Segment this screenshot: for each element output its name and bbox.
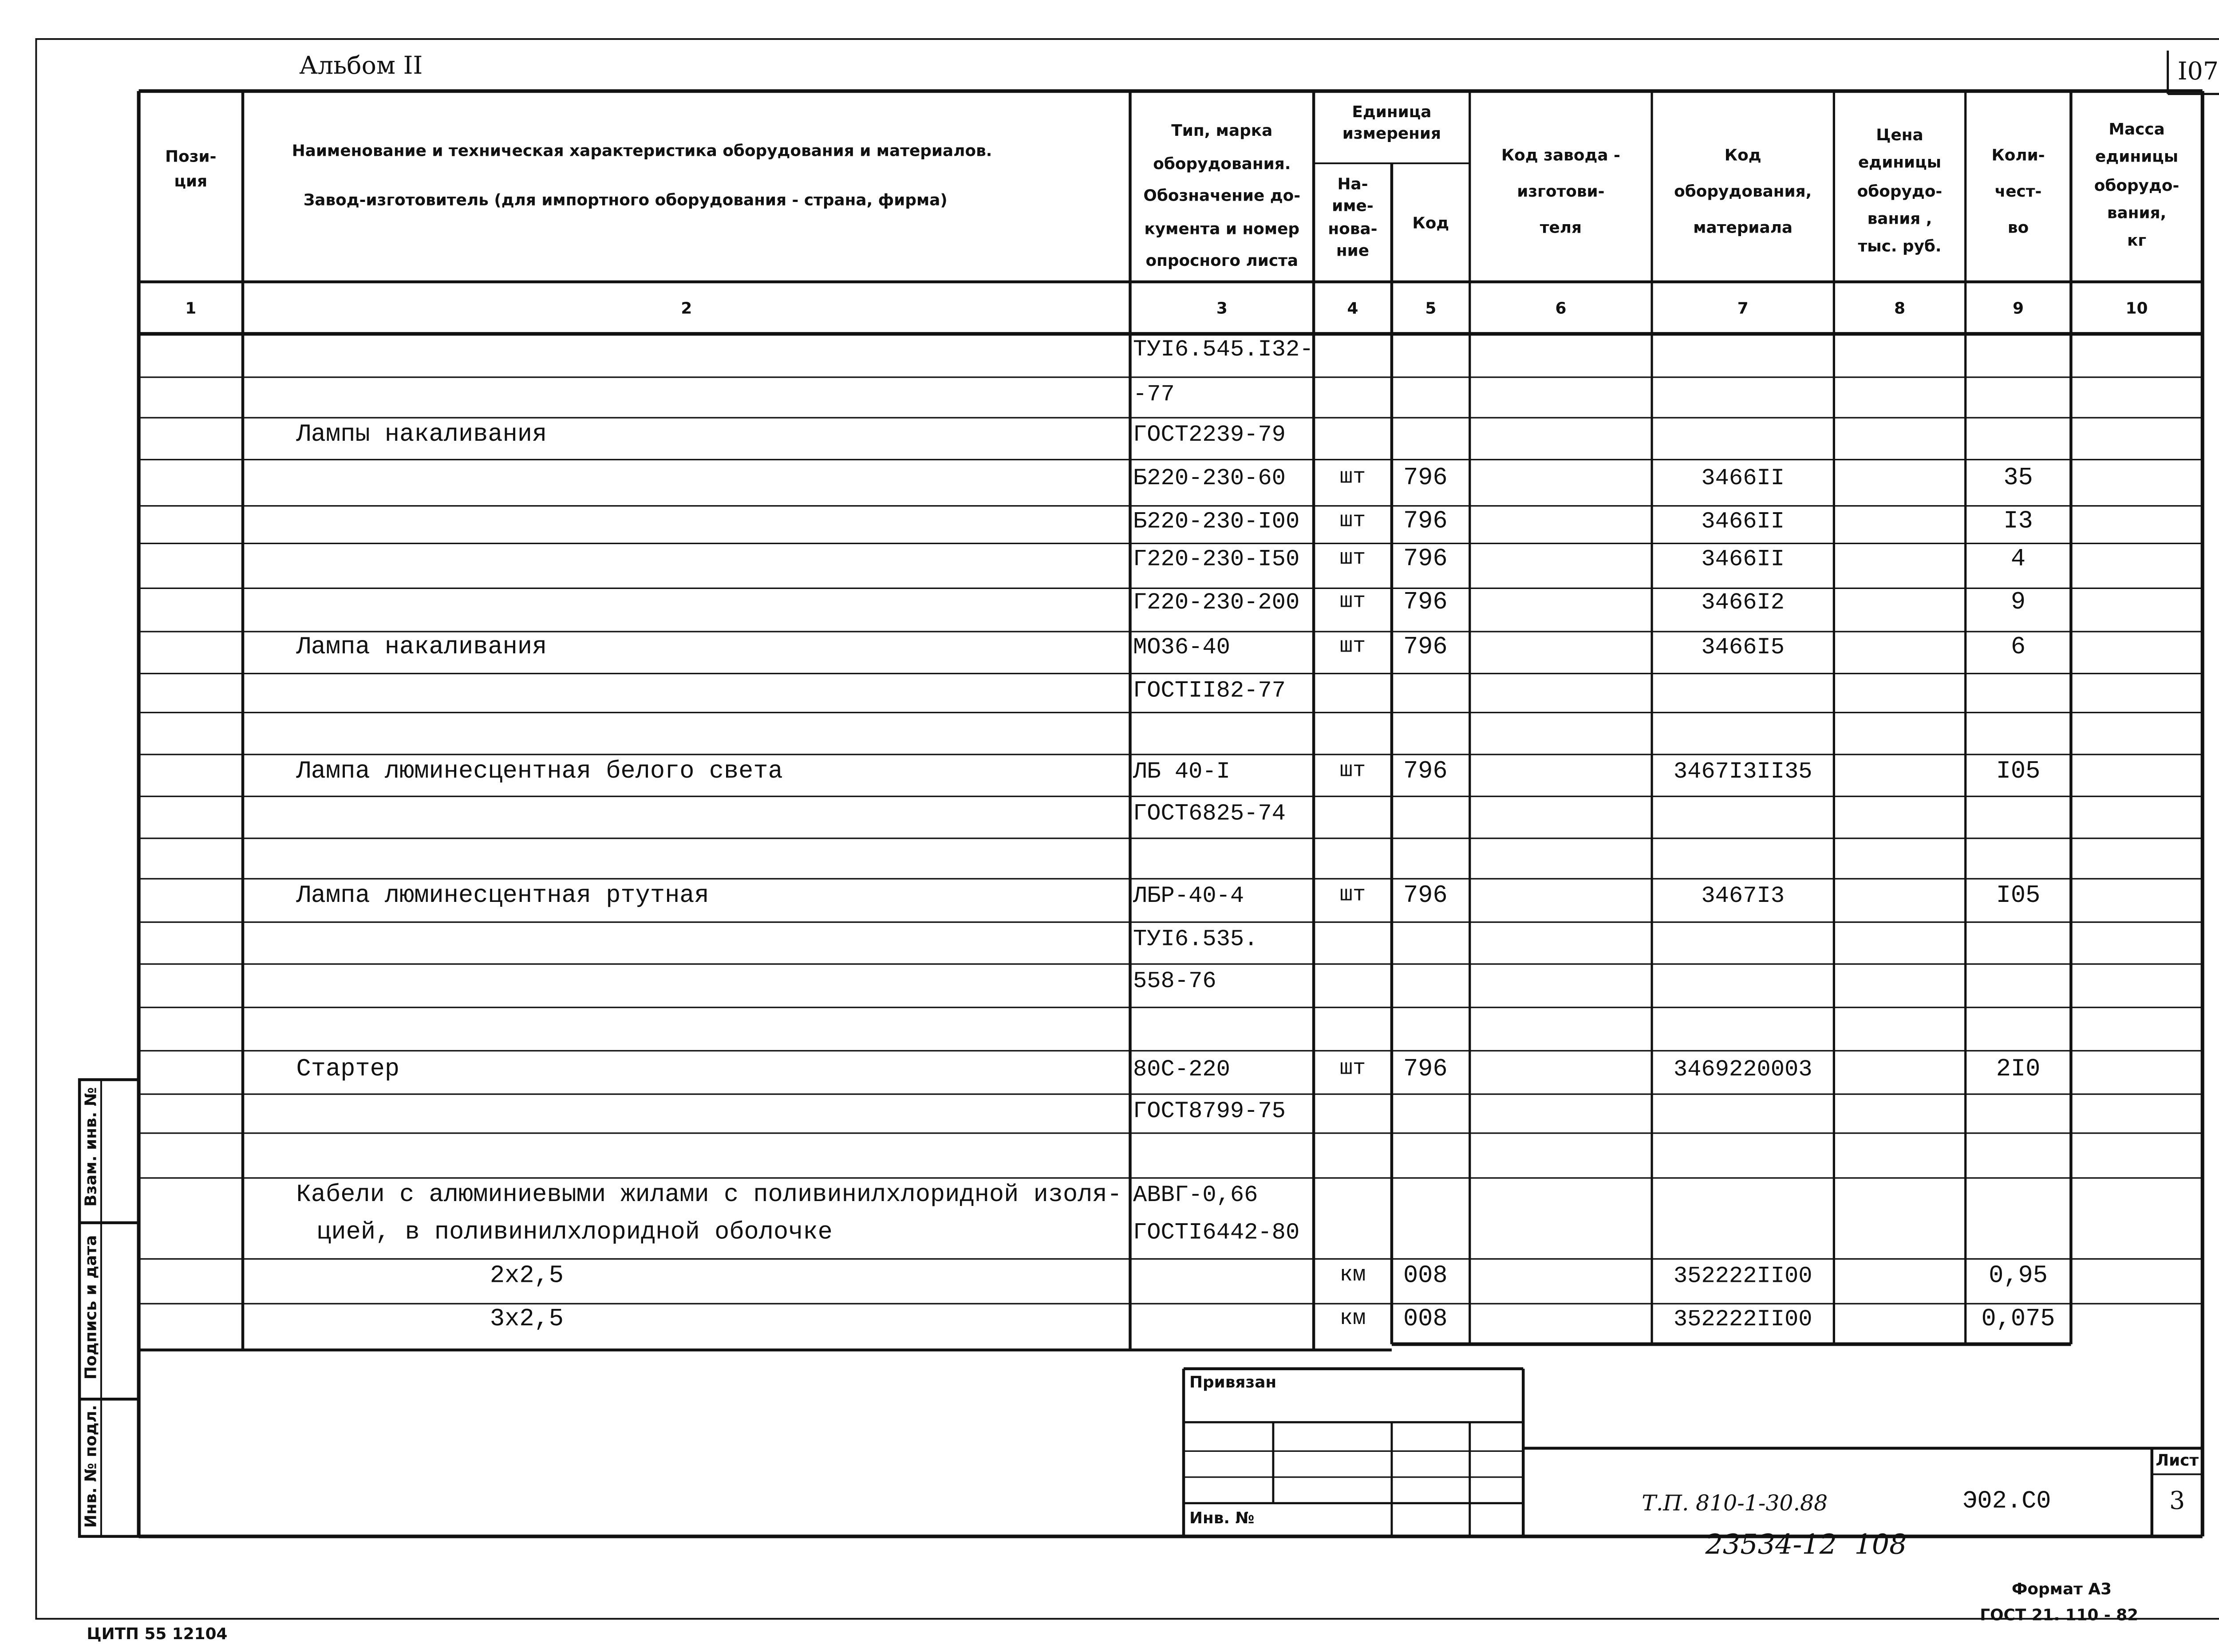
- row-name: Лампа люминесцентная ртутная: [296, 883, 709, 911]
- row-equip-code: 3466I2: [1701, 589, 1785, 616]
- col-header-unit: Единица измерения: [1342, 103, 1441, 144]
- row-type: ТУI6.535.: [1133, 926, 1258, 952]
- row-type: ЛБ 40-I: [1133, 759, 1230, 785]
- row-code: 008: [1403, 1263, 1448, 1291]
- row-equip-code: 3467I3II35: [1673, 759, 1812, 785]
- row-code: 008: [1403, 1306, 1448, 1334]
- row-name: Стартер: [296, 1056, 400, 1084]
- col-number: 5: [1425, 299, 1437, 318]
- col-header-name-line1: Наименование и техническая характеристика оборудования и материалов.: [292, 142, 992, 161]
- row-code: 796: [1403, 589, 1448, 617]
- row-equip-code: 352222II00: [1673, 1306, 1812, 1333]
- row-equip-code: 3466II: [1701, 465, 1785, 492]
- row-unit: шт: [1339, 883, 1366, 908]
- row-type: -77: [1133, 381, 1175, 408]
- col-header-name-line2: Завод-изготовитель (для импортного оборудования - страна, фирма): [303, 190, 948, 210]
- col-number: 8: [1894, 299, 1906, 318]
- row-unit: шт: [1339, 509, 1366, 534]
- row-type: Г220-230-I50: [1133, 546, 1300, 573]
- row-type: 558-76: [1133, 968, 1216, 995]
- stamp-signature-date: Подпись и дата: [81, 1235, 101, 1380]
- col-number: 3: [1216, 299, 1228, 318]
- col-header-position: Пози- ция: [165, 147, 217, 191]
- row-type: ГОСТ2239-79: [1133, 422, 1286, 448]
- stamp-original-inv: Инв. № подл.: [81, 1405, 101, 1528]
- row-type: Г220-230-200: [1133, 589, 1300, 616]
- col-number: 4: [1347, 299, 1358, 318]
- page-number: I07: [2177, 58, 2219, 87]
- col-number: 2: [681, 299, 692, 318]
- row-unit: км: [1339, 1263, 1366, 1288]
- row-equip-code: 3466II: [1701, 509, 1785, 535]
- row-name: Лампа накаливания: [296, 634, 547, 662]
- row-equip-code: 3466II: [1701, 546, 1785, 573]
- stamp-replacement-inv: Взам. инв. №: [81, 1087, 101, 1207]
- row-code: 796: [1403, 509, 1448, 537]
- privyazan-label: Привязан: [1189, 1373, 1277, 1392]
- col-header-unit-code: Код: [1412, 213, 1449, 233]
- row-code: 796: [1403, 465, 1448, 493]
- row-unit: шт: [1339, 546, 1366, 571]
- print-code: ЦИТП 55 12104: [87, 1624, 228, 1644]
- row-qty: 0,075: [1981, 1306, 2055, 1334]
- row-qty: I05: [1996, 759, 2041, 786]
- row-equip-code: 3469220003: [1673, 1056, 1812, 1083]
- handwritten-number: 23534-12 108: [1705, 1529, 1907, 1561]
- col-number: 6: [1555, 299, 1567, 318]
- row-type: ТУI6.545.I32-: [1133, 336, 1314, 363]
- row-qty: 35: [2003, 465, 2033, 493]
- row-name: 2х2,5: [490, 1263, 564, 1291]
- row-code: 796: [1403, 883, 1448, 911]
- document-code: Э02.С0: [1962, 1489, 2051, 1516]
- col-header-plant-code: Код завода - изготови- теля: [1501, 146, 1620, 237]
- row-type: ГОСТI6442-80: [1133, 1220, 1300, 1246]
- row-code: 796: [1403, 634, 1448, 662]
- row-type: ГОСТ6825-74: [1133, 801, 1286, 827]
- row-qty: 6: [2010, 634, 2026, 662]
- row-type: ГОСТII82-77: [1133, 678, 1286, 704]
- row-name: Лампы накаливания: [296, 422, 547, 450]
- sheet-label: Лист: [2156, 1451, 2199, 1470]
- row-name: цией, в поливинилхлоридной оболочке: [316, 1220, 833, 1248]
- row-unit: шт: [1339, 465, 1366, 490]
- row-type: МО36-40: [1133, 634, 1230, 661]
- col-header-price: Цена единицы оборудо- вания , тыс. руб.: [1857, 126, 1943, 256]
- row-qty: I3: [2003, 509, 2033, 537]
- project-number: Т.П. 810-1-30.88: [1642, 1490, 1828, 1516]
- row-unit: шт: [1339, 634, 1366, 659]
- sheet-number: 3: [2169, 1487, 2185, 1516]
- col-number: 9: [2013, 299, 2024, 318]
- row-equip-code: 352222II00: [1673, 1263, 1812, 1289]
- row-unit: шт: [1339, 759, 1366, 783]
- row-equip-code: 3467I3: [1701, 883, 1785, 909]
- row-qty: 4: [2010, 546, 2026, 574]
- col-header-unit-name: На- име- нова- ние: [1328, 175, 1378, 261]
- row-equip-code: 3466I5: [1701, 634, 1785, 661]
- col-number: 10: [2125, 299, 2148, 318]
- row-qty: I05: [1996, 883, 2041, 911]
- col-header-mass: Масса единицы оборудо- вания, кг: [2094, 120, 2180, 250]
- inv-number-label: Инв. №: [1189, 1509, 1255, 1528]
- row-qty: 0,95: [1989, 1263, 2048, 1291]
- col-header-equipment-code: Код оборудования, материала: [1674, 146, 1812, 237]
- row-type: Б220-230-60: [1133, 465, 1286, 492]
- album-title: Альбом II: [299, 52, 423, 81]
- row-type: Б220-230-I00: [1133, 509, 1300, 535]
- row-name: Лампа люминесцентная белого света: [296, 759, 783, 786]
- row-name: Кабели с алюминиевыми жилами с поливинилхлоридной изоля-: [296, 1182, 1122, 1210]
- row-qty: 9: [2010, 589, 2026, 617]
- row-type: АВВГ-0,66: [1133, 1182, 1258, 1209]
- row-name: 3х2,5: [490, 1306, 564, 1334]
- col-number: 1: [185, 299, 197, 318]
- row-qty: 2I0: [1996, 1056, 2041, 1084]
- row-unit: шт: [1339, 589, 1366, 614]
- row-code: 796: [1403, 546, 1448, 574]
- col-header-quantity: Коли- чест- во: [1991, 146, 2045, 237]
- row-unit: км: [1339, 1306, 1366, 1332]
- format-label: Формат А3: [2011, 1580, 2112, 1599]
- row-unit: шт: [1339, 1056, 1366, 1081]
- col-number: 7: [1737, 299, 1749, 318]
- gost-label: ГОСТ 21. 110 - 82: [1980, 1605, 2139, 1625]
- col-header-type: Тип, марка оборудования. Обозначение до- кумента и номер опросного листа: [1143, 121, 1301, 271]
- row-type: ГОСТ8799-75: [1133, 1098, 1286, 1125]
- row-code: 796: [1403, 759, 1448, 786]
- row-type: 80С-220: [1133, 1056, 1230, 1083]
- row-type: ЛБР-40-4: [1133, 883, 1244, 909]
- row-code: 796: [1403, 1056, 1448, 1084]
